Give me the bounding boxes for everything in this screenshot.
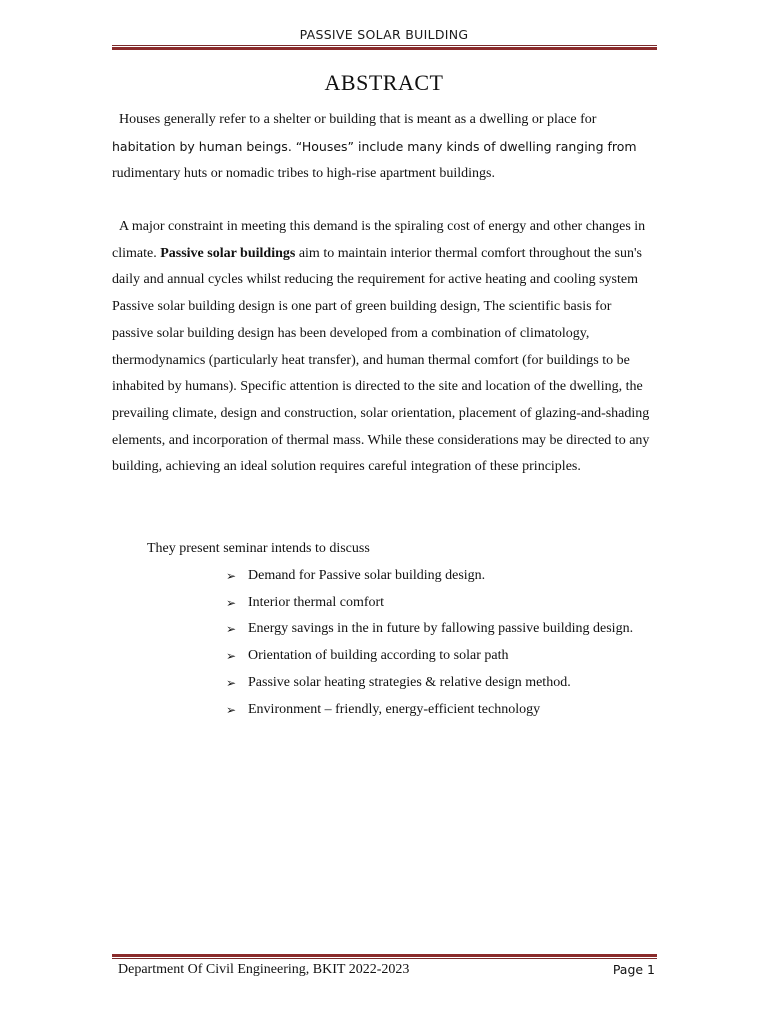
arrow-bullet-icon: ➢ xyxy=(226,622,237,637)
list-item: ➢ Energy savings in the in future by fallowing passive building design. xyxy=(226,616,656,643)
list-item: ➢ Interior thermal comfort xyxy=(226,590,656,617)
main-paragraph-rest: aim to maintain interior thermal comfort throughout the sun's daily and annual cycles whilst reducing the requirement for active heating and cooling system Passive solar building design is one part of green building design, The scientific basis for passive solar building design has been developed from a combination of climatology, thermodynamics (particularly heat transfer), and human thermal comfort (for buildings to be inhabited by humans). Specific attention is directed to the site and location of the dwelling, the prevailing climate, design and construction, solar orientation, placement of glazing-and-shading elements, and incorporation of thermal mass. While these considerations may be directed to any building, achieving an ideal solution requires careful integration of these principles. xyxy=(112,245,650,475)
running-header: PASSIVE SOLAR BUILDING xyxy=(299,27,469,42)
list-item: ➢ Demand for Passive solar building design. xyxy=(226,563,656,590)
footer-department: Department Of Civil Engineering, BKIT 2022-2023 xyxy=(118,962,410,977)
list-item: ➢ Environment – friendly, energy-efficient technology xyxy=(226,697,656,724)
arrow-bullet-icon: ➢ xyxy=(226,595,237,610)
main-paragraph xyxy=(112,214,652,481)
main-paragraph-lead: A major constraint in meeting this demand is the spiraling cost of energy and other changes in climate. xyxy=(112,219,646,261)
arrow-bullet-icon: ➢ xyxy=(226,675,237,690)
footer-divider xyxy=(112,954,657,959)
arrow-bullet-icon: ➢ xyxy=(226,649,237,664)
intro-paragraph-line-3: rudimentary huts or nomadic tribes to high-rise apartment buildings. xyxy=(112,166,495,182)
arrow-bullet-icon: ➢ xyxy=(226,569,237,583)
arrow-bullet-icon: ➢ xyxy=(226,702,237,717)
list-item: ➢ Orientation of building according to solar path xyxy=(226,643,656,670)
header-divider xyxy=(112,45,657,50)
list-item: ➢ Passive solar heating strategies & relative design method. xyxy=(226,670,656,697)
intro-paragraph xyxy=(112,107,652,188)
main-paragraph-bold-term: Passive solar buildings xyxy=(160,245,296,261)
page-number: Page 1 xyxy=(612,962,655,977)
page-title: ABSTRACT xyxy=(324,70,444,95)
intro-paragraph-line-2: habitation by human beings. “Houses” include many kinds of dwelling ranging from xyxy=(112,138,637,154)
seminar-intro: They present seminar intends to discuss xyxy=(147,541,370,556)
intro-paragraph-line-1: Houses generally refer to a shelter or building that is meant as a dwelling or place for xyxy=(119,112,597,127)
seminar-topic-list xyxy=(226,563,656,723)
